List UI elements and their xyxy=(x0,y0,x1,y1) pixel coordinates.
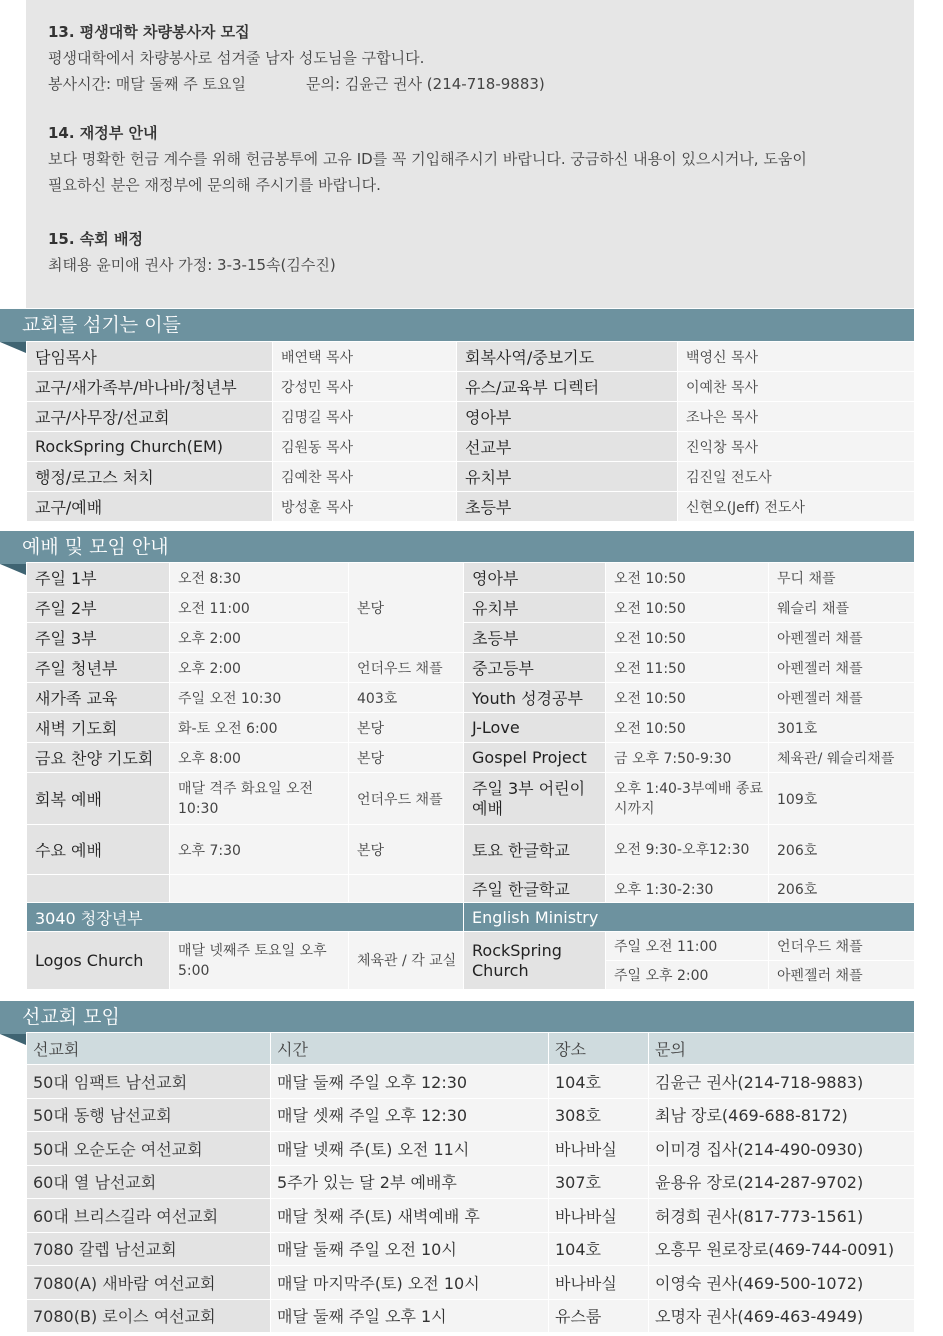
service-place: 본당 xyxy=(349,743,464,773)
announcement-text: 보다 명확한 헌금 계수를 위해 헌금봉투에 고유 ID를 꼭 기입해주시기 바랍니다. 궁금하신 내용이 있으시거나, 도움이 xyxy=(48,150,807,168)
service-name: Logos Church xyxy=(27,932,170,990)
empty-cell xyxy=(27,875,170,903)
service-time: 주일 오전 10:30 xyxy=(170,683,349,713)
mission-group-name: 7080(B) 로이스 여선교회 xyxy=(27,1299,271,1333)
service-name: 주일 3부 xyxy=(27,623,170,653)
service-time: 오후 7:30 xyxy=(170,825,349,875)
service-name: 새가족 교육 xyxy=(27,683,170,713)
meeting-time: 매달 넷째 주(토) 오전 11시 xyxy=(271,1132,549,1166)
program-time: 주일 오전 11:00 xyxy=(606,932,769,961)
program-time: 오전 10:50 xyxy=(606,683,769,713)
program-time: 오전 10:50 xyxy=(606,563,769,593)
ministry-label: 행정/로고스 처치 xyxy=(27,462,273,492)
program-place: 체육관/ 웨슬리채플 xyxy=(769,743,915,773)
meeting-place: 104호 xyxy=(549,1232,649,1266)
service-time: 오전 11:00 xyxy=(170,593,349,623)
program-time: 오후 1:40-3부예배 종료시까지 xyxy=(606,773,769,825)
service-place: 403호 xyxy=(349,683,464,713)
missions-row xyxy=(27,1299,915,1333)
meeting-time: 매달 둘째 주일 오후 12:30 xyxy=(271,1065,549,1099)
staff-table xyxy=(26,341,915,522)
mission-group-name: 50대 동행 남선교회 xyxy=(27,1098,271,1132)
service-name: 수요 예배 xyxy=(27,825,170,875)
pastor-name: 김예찬 목사 xyxy=(273,462,457,492)
worship-row xyxy=(27,623,915,653)
meeting-place: 유스룸 xyxy=(549,1299,649,1333)
staff-row xyxy=(27,432,915,462)
announcement-time: 봉사시간: 매달 둘째 주 토요일 xyxy=(48,75,247,93)
announcement-title: 14. 재정부 안내 xyxy=(48,124,158,142)
program-time: 오후 1:30-2:30 xyxy=(606,875,769,903)
program-place: 아펜젤러 채플 xyxy=(769,683,915,713)
contact-person: 윤용유 장로(214-287-9702) xyxy=(649,1165,915,1199)
service-place: 체육관 / 각 교실 xyxy=(349,932,464,990)
program-name: RockSpring Church xyxy=(464,932,606,990)
service-name: 새벽 기도회 xyxy=(27,713,170,743)
staff-row xyxy=(27,462,915,492)
service-place: 본당 xyxy=(349,713,464,743)
program-name: 초등부 xyxy=(464,623,606,653)
ministry-label: 회복사역/중보기도 xyxy=(457,342,678,372)
missions-header-row xyxy=(27,1033,915,1065)
announcement-text: 평생대학에서 차량봉사로 섬겨줄 남자 성도님을 구합니다. xyxy=(48,49,425,67)
pastor-name: 김명길 목사 xyxy=(273,402,457,432)
mission-group-name: 60대 브리스길라 여선교회 xyxy=(27,1199,271,1233)
worship-row xyxy=(27,593,915,623)
worship-row xyxy=(27,875,915,903)
meeting-time: 매달 셋째 주일 오후 12:30 xyxy=(271,1098,549,1132)
announcement-text: 필요하신 분은 재정부에 문의해 주시기를 바랍니다. xyxy=(48,176,381,194)
program-name: 유치부 xyxy=(464,593,606,623)
program-place: 아펜젤러 채플 xyxy=(769,653,915,683)
announcements-box xyxy=(26,0,914,308)
service-place: 본당 xyxy=(349,563,464,653)
program-name: Gospel Project xyxy=(464,743,606,773)
worship-section-header xyxy=(0,531,914,564)
ministry-label: 선교부 xyxy=(457,432,678,462)
meeting-time: 매달 첫째 주(토) 새벽예배 후 xyxy=(271,1199,549,1233)
meeting-place: 308호 xyxy=(549,1098,649,1132)
worship-row xyxy=(27,825,915,875)
program-time: 오전 9:30-오후12:30 xyxy=(606,825,769,875)
program-name: 중고등부 xyxy=(464,653,606,683)
mission-group-name: 60대 열 남선교회 xyxy=(27,1165,271,1199)
section-notch xyxy=(0,342,26,353)
program-place: 무디 채플 xyxy=(769,563,915,593)
pastor-name: 김진일 전도사 xyxy=(678,462,915,492)
staff-section-header xyxy=(0,309,914,342)
program-name: 주일 한글학교 xyxy=(464,875,606,903)
mission-group-name: 50대 오순도순 여선교회 xyxy=(27,1132,271,1166)
program-place: 109호 xyxy=(769,773,915,825)
section-notch xyxy=(0,564,26,575)
program-place: 언더우드 채플 xyxy=(769,932,915,961)
pastor-name: 신현오(Jeff) 전도사 xyxy=(678,492,915,522)
program-time: 오전 10:50 xyxy=(606,713,769,743)
missions-row xyxy=(27,1232,915,1266)
ministry-label: 유치부 xyxy=(457,462,678,492)
meeting-place: 104호 xyxy=(549,1065,649,1099)
program-name: 주일 3부 어린이 예배 xyxy=(464,773,606,825)
ministry-label: RockSpring Church(EM) xyxy=(27,432,273,462)
service-name: 주일 2부 xyxy=(27,593,170,623)
pastor-name: 강성민 목사 xyxy=(273,372,457,402)
contact-person: 최남 장로(469-688-8172) xyxy=(649,1098,915,1132)
announcement-text: 최태용 윤미애 권사 가정: 3-3-15속(김수진) xyxy=(48,256,336,274)
program-place: 아펜젤러 채플 xyxy=(769,961,915,990)
service-name: 주일 1부 xyxy=(27,563,170,593)
service-place: 본당 xyxy=(349,825,464,875)
program-place: 301호 xyxy=(769,713,915,743)
program-time: 주일 오후 2:00 xyxy=(606,961,769,990)
column-header: 시간 xyxy=(271,1033,549,1065)
ministry-label: 교구/사무장/선교회 xyxy=(27,402,273,432)
worship-row xyxy=(27,713,915,743)
meeting-time: 매달 마지막주(토) 오전 10시 xyxy=(271,1266,549,1300)
worship-row xyxy=(27,653,915,683)
program-time: 오전 11:50 xyxy=(606,653,769,683)
missions-table xyxy=(26,1032,915,1333)
program-place: 206호 xyxy=(769,825,915,875)
program-place: 웨슬리 채플 xyxy=(769,593,915,623)
contact-person: 이영숙 권사(469-500-1072) xyxy=(649,1266,915,1300)
missions-row xyxy=(27,1199,915,1233)
service-name: 금요 찬양 기도회 xyxy=(27,743,170,773)
young-adults-header: 3040 청장년부 xyxy=(27,903,464,932)
mission-group-name: 50대 임팩트 남선교회 xyxy=(27,1065,271,1099)
meeting-place: 307호 xyxy=(549,1165,649,1199)
missions-row xyxy=(27,1266,915,1300)
ministry-label: 유스/교육부 디렉터 xyxy=(457,372,678,402)
section-title: 예배 및 모임 안내 xyxy=(22,536,169,558)
service-time: 오후 8:00 xyxy=(170,743,349,773)
staff-row xyxy=(27,402,915,432)
pastor-name: 배연택 목사 xyxy=(273,342,457,372)
ministry-label: 초등부 xyxy=(457,492,678,522)
ministry-label: 영아부 xyxy=(457,402,678,432)
meeting-place: 바나바실 xyxy=(549,1132,649,1166)
program-place: 206호 xyxy=(769,875,915,903)
ministry-label: 교구/새가족부/바나바/청년부 xyxy=(27,372,273,402)
contact-person: 이미경 집사(214-490-0930) xyxy=(649,1132,915,1166)
service-time: 오후 2:00 xyxy=(170,623,349,653)
worship-row xyxy=(27,683,915,713)
section-notch xyxy=(0,1034,26,1045)
worship-row xyxy=(27,563,915,593)
program-name: Youth 성경공부 xyxy=(464,683,606,713)
contact-person: 김윤근 권사(214-718-9883) xyxy=(649,1065,915,1099)
program-name: 토요 한글학교 xyxy=(464,825,606,875)
worship-row xyxy=(27,773,915,825)
pastor-name: 조나은 목사 xyxy=(678,402,915,432)
announcement-title: 15. 속회 배정 xyxy=(48,230,143,248)
section-title: 선교회 모임 xyxy=(22,1006,120,1028)
worship-subheader-row xyxy=(27,903,915,932)
empty-cell xyxy=(170,875,349,903)
ministry-label: 담임목사 xyxy=(27,342,273,372)
staff-row xyxy=(27,342,915,372)
meeting-time: 5주가 있는 달 2부 예배후 xyxy=(271,1165,549,1199)
section-title: 교회를 섬기는 이들 xyxy=(22,314,181,336)
announcement-13 xyxy=(48,19,894,97)
ministry-label: 교구/예배 xyxy=(27,492,273,522)
pastor-name: 이예찬 목사 xyxy=(678,372,915,402)
meeting-time: 매달 둘째 주일 오전 10시 xyxy=(271,1232,549,1266)
column-header: 문의 xyxy=(649,1033,915,1065)
empty-cell xyxy=(349,875,464,903)
service-time: 매달 넷째주 토요일 오후 5:00 xyxy=(170,932,349,990)
service-name: 주일 청년부 xyxy=(27,653,170,683)
missions-row xyxy=(27,1165,915,1199)
announcement-contact: 문의: 김윤근 권사 (214-718-9883) xyxy=(306,75,545,93)
service-place: 언더우드 채플 xyxy=(349,773,464,825)
program-name: J-Love xyxy=(464,713,606,743)
announcement-14 xyxy=(48,120,894,198)
pastor-name: 김원동 목사 xyxy=(273,432,457,462)
service-time: 화-토 오전 6:00 xyxy=(170,713,349,743)
service-time: 오후 2:00 xyxy=(170,653,349,683)
service-place: 언더우드 채플 xyxy=(349,653,464,683)
column-header: 선교회 xyxy=(27,1033,271,1065)
missions-row xyxy=(27,1065,915,1099)
pastor-name: 방성훈 목사 xyxy=(273,492,457,522)
missions-row xyxy=(27,1132,915,1166)
column-header: 장소 xyxy=(549,1033,649,1065)
service-time: 매달 격주 화요일 오전 10:30 xyxy=(170,773,349,825)
program-time: 오전 10:50 xyxy=(606,623,769,653)
english-ministry-header: English Ministry xyxy=(464,903,915,932)
worship-row xyxy=(27,743,915,773)
mission-group-name: 7080 갈렙 남선교회 xyxy=(27,1232,271,1266)
program-time: 금 오후 7:50-9:30 xyxy=(606,743,769,773)
meeting-place: 바나바실 xyxy=(549,1266,649,1300)
announcement-title: 13. 평생대학 차량봉사자 모집 xyxy=(48,23,250,41)
missions-row xyxy=(27,1098,915,1132)
worship-row xyxy=(27,932,915,961)
contact-person: 허경희 권사(817-773-1561) xyxy=(649,1199,915,1233)
announcement-time-line xyxy=(48,71,894,97)
program-name: 영아부 xyxy=(464,563,606,593)
program-time: 오전 10:50 xyxy=(606,593,769,623)
meeting-time: 매달 둘째 주일 오후 1시 xyxy=(271,1299,549,1333)
contact-person: 오명자 권사(469-463-4949) xyxy=(649,1299,915,1333)
missions-section-header xyxy=(0,1001,914,1034)
service-name: 회복 예배 xyxy=(27,773,170,825)
contact-person: 오흥무 원로장로(469-744-0091) xyxy=(649,1232,915,1266)
worship-table xyxy=(26,562,915,990)
announcement-15 xyxy=(48,226,894,278)
meeting-place: 바나바실 xyxy=(549,1199,649,1233)
service-time: 오전 8:30 xyxy=(170,563,349,593)
staff-row xyxy=(27,372,915,402)
program-place: 아펜젤러 채플 xyxy=(769,623,915,653)
pastor-name: 백영신 목사 xyxy=(678,342,915,372)
mission-group-name: 7080(A) 새바람 여선교회 xyxy=(27,1266,271,1300)
staff-row xyxy=(27,492,915,522)
pastor-name: 진익창 목사 xyxy=(678,432,915,462)
